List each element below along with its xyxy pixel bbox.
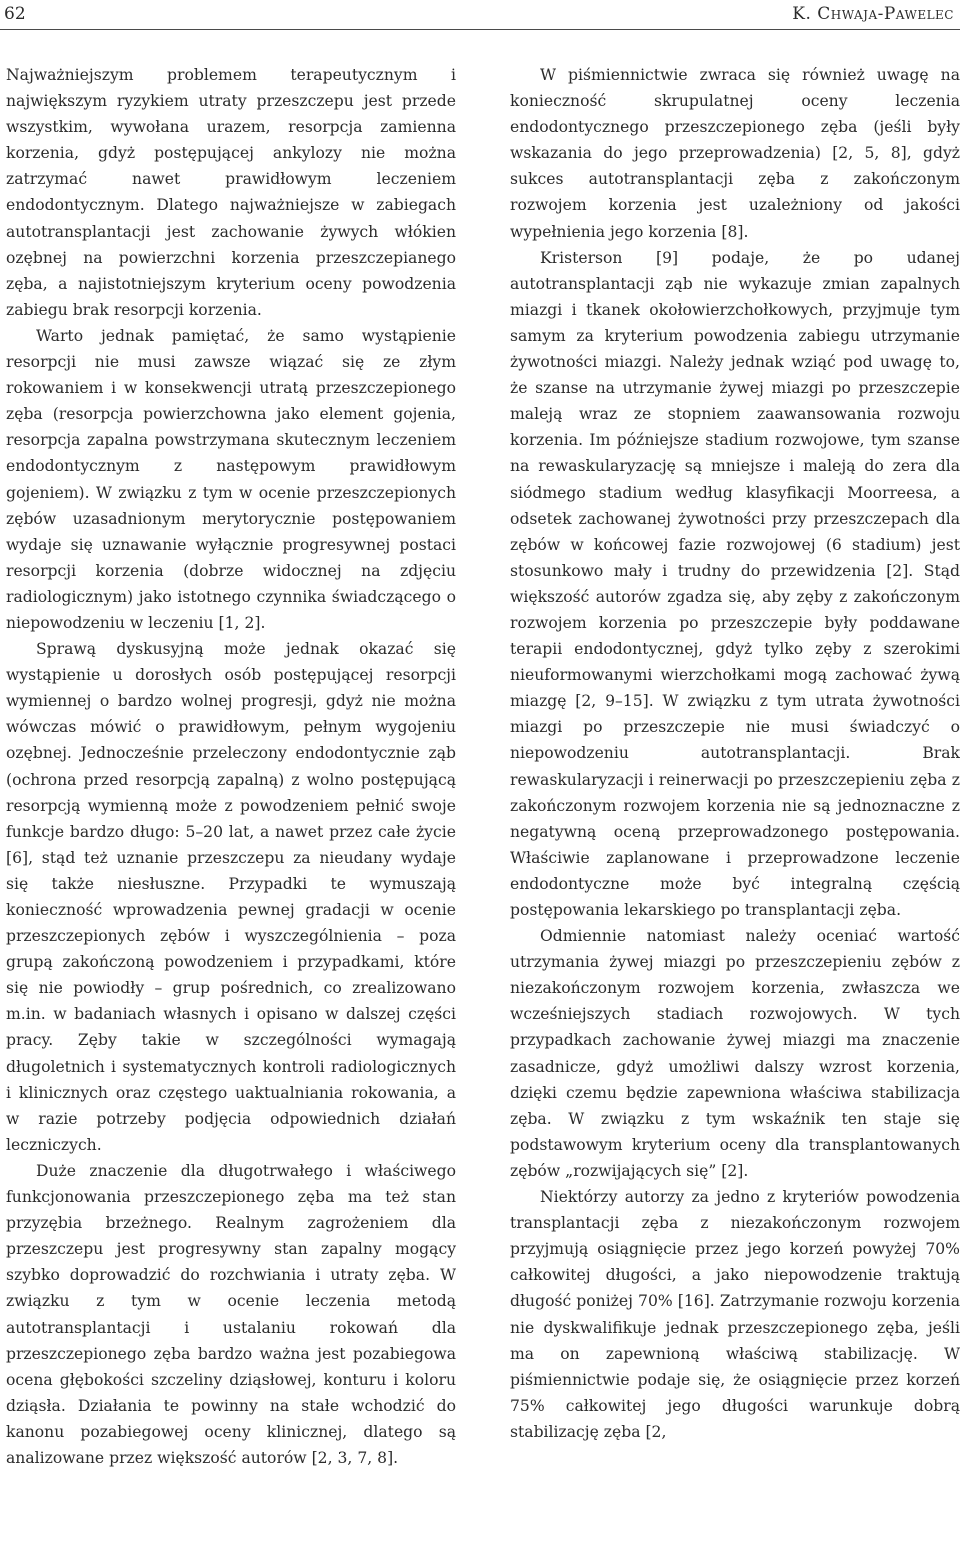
running-header xyxy=(0,0,960,34)
right-column xyxy=(510,62,960,1445)
left-column xyxy=(6,62,456,1471)
paragraph: W piśmiennictwie zwraca się również uwagę na konieczność skrupulatnej oceny leczenia endodontycznego przeszczepionego zęba (jeśli były wskazania do jego przeprowadzenia) [2, 5, 8], gdyż sukces autotransplantacji zęba z zakończonym rozwojem korzenia jest uzależniony od jakości wypełnienia jego korzenia [8]. xyxy=(510,66,960,241)
paragraph: Warto jednak pamiętać, że samo wystąpienie resorpcji nie musi zawsze wiązać się ze złym rokowaniem i w konsekwencji utratą przeszczepionego zęba (resorpcja powierzchowna jako element gojenia, resorpcja zapalna powstrzymana skutecznym leczeniem endodontycznym z następowym prawidłowym gojeniem). W związku z tym w ocenie przeszczepionych zębów uzasadnionym merytorycznie postępowaniem wydaje się uznawanie wyłącznie progresywnej postaci resorpcji korzenia (dobrze widocznej na zdjęciu radiologicznym) jako istotnego czynnika świadczącego o niepowodzeniu w leczeniu [1, 2]. xyxy=(6,326,456,632)
paragraph: Niektórzy autorzy za jedno z kryteriów powodzenia transplantacji zęba z niezakończonym rozwojem przyjmują osiągnięcie przez jego korzeń powyżej 70% całkowitej długości, a jako niepowodzenie traktują długość poniżej 70% [16]. Zatrzymanie rozwoju korzenia nie dyskwalifikuje jednak przeszczepionego zęba, jeśli ma on zapewnioną właściwą stabilizację. W piśmiennictwie podaje się, że osiągnięcie przez korzeń 75% całkowitej jego długości warunkuje dobrą stabilizację zęba [2, xyxy=(510,1188,960,1441)
running-author: K. Chwaja-Pawelec xyxy=(792,4,954,24)
paragraph: Najważniejszym problemem terapeutycznym i największym ryzykiem utraty przeszczepu jest przede wszystkim, wywołana urazem, resorpcja zamienna korzenia, gdyż postępującej ankylozy nie można zatrzymać nawet prawidłowym leczeniem endodontycznym. Dlatego najważniejsze w zabiegach autotransplantacji jest zachowanie żywych włókien ozębnej na powierzchni korzenia przeszczepianego zęba, a najistotniejszym kryterium oceny powodzenia zabiegu brak resorpcji korzenia. xyxy=(6,66,456,319)
paragraph: Odmiennie natomiast należy oceniać wartość utrzymania żywej miazgi po przeszczepieniu zębów z niezakończonym rozwojem korzenia, zwłaszcza we wcześniejszych stadiach rozwojowych. W tych przypadkach zachowanie żywej miazgi ma znaczenie zasadnicze, gdyż umożliwi dalszy wzrost korzenia, dzięki czemu będzie zapewniona właściwa stabilizacja zęba. W związku z tym wskaźnik ten staje się podstawowym kryterium oceny dla transplantowanych zębów „rozwijających się” [2]. xyxy=(510,927,960,1180)
header-rule xyxy=(0,29,960,30)
page-number: 62 xyxy=(4,4,26,24)
paragraph: Sprawą dyskusyjną może jednak okazać się wystąpienie u dorosłych osób postępującej resorpcji wymiennej o bardzo wolnej progresji, gdyż nie można wówczas mówić o prawidłowym, pełnym wygojeniu ozębnej. Jednocześnie przeleczony endodontycznie ząb (ochrona przed resorpcją zapalną) z wolno postępującą resorpcją wymienną może z powodzeniem pełnić swoje funkcje bardzo długo: 5–20 lat, a nawet przez całe życie [6], stąd też uznanie przeszczepu za nieudany wydaje się także niesłuszne. Przypadki te wymuszają konieczność wprowadzenia pewnej gradacji w ocenie przeszczepionych zębów i wyszczególnienia – poza grupą zakończoną powodzeniem i przypadkami, które się nie powiodły – grup pośrednich, co zrealizowano m.in. w badaniach własnych i opisano w dalszej części pracy. Zęby takie w szczególności wymagają długoletnich i systematycznych kontroli radiologicznych i klinicznych oraz częstego uaktualniania rokowania, a w razie potrzeby podjęcia odpowiednich działań leczniczych. xyxy=(6,640,456,1154)
paragraph: Duże znaczenie dla długotrwałego i właściwego funkcjonowania przeszczepionego zęba ma też stan przyzębia brzeżnego. Realnym zagrożeniem dla przeszczepu jest progresywny stan zapalny mogący szybko doprowadzić do rozchwiania i utraty zęba. W związku z tym w ocenie leczenia metodą autotransplantacji i ustalaniu rokowań dla przeszczepionego zęba bardzo ważna jest pozabiegowa ocena głębokości szczeliny dziąsłowej, konturu i koloru dziąsła. Działania te powinny na stałe wchodzić do kanonu pozabiegowej oceny klinicznej, dlatego są analizowane przez większość autorów [2, 3, 7, 8]. xyxy=(6,1161,456,1467)
paragraph: Kristerson [9] podaje, że po udanej autotransplantacji ząb nie wykazuje zmian zapalnych miazgi i tkanek okołowierzchołkowych, przyjmuje tym samym za kryterium powodzenia zabiegu utrzymanie żywotności miazgi. Należy jednak wziąć pod uwagę to, że szanse na utrzymanie żywej miazgi po przeszczepie maleją wraz ze stopniem zaawansowania rozwoju korzenia. Im późniejsze stadium rozwojowe, tym szanse na rewaskularyzację są mniejsze i maleją do zera dla siódmego stadium według klasyfikacji Moorreesa, a odsetek zachowanej żywotności przy przeszczepach dla zębów w końcowej fazie rozwojowej (6 stadium) jest stosunkowo mały i trudny do przewidzenia [2]. Stąd większość autorów zgadza się, aby zęby z zakończonym rozwojem korzenia po przeszczepie były poddawane terapii endodontycznej, gdyż tylko zęby z szerokimi nieuformowanymi wierzchołkami mogą zachować żywą miazgę [2, 9–15]. W związku z tym utrata żywotności miazgi po przeszczepie nie musi świadczyć o niepowodzeniu autotransplantacji. Brak rewaskularyzacji i reinerwacji po przeszczepieniu zęba z zakończonym rozwojem korzenia nie są jednoznaczne z negatywną oceną przeprowadzonego postępowania. Właściwie zaplanowane i przeprowadzone leczenie endodontyczne może być integralną częścią postępowania lekarskiego po transplantacji zęba. xyxy=(510,248,960,919)
